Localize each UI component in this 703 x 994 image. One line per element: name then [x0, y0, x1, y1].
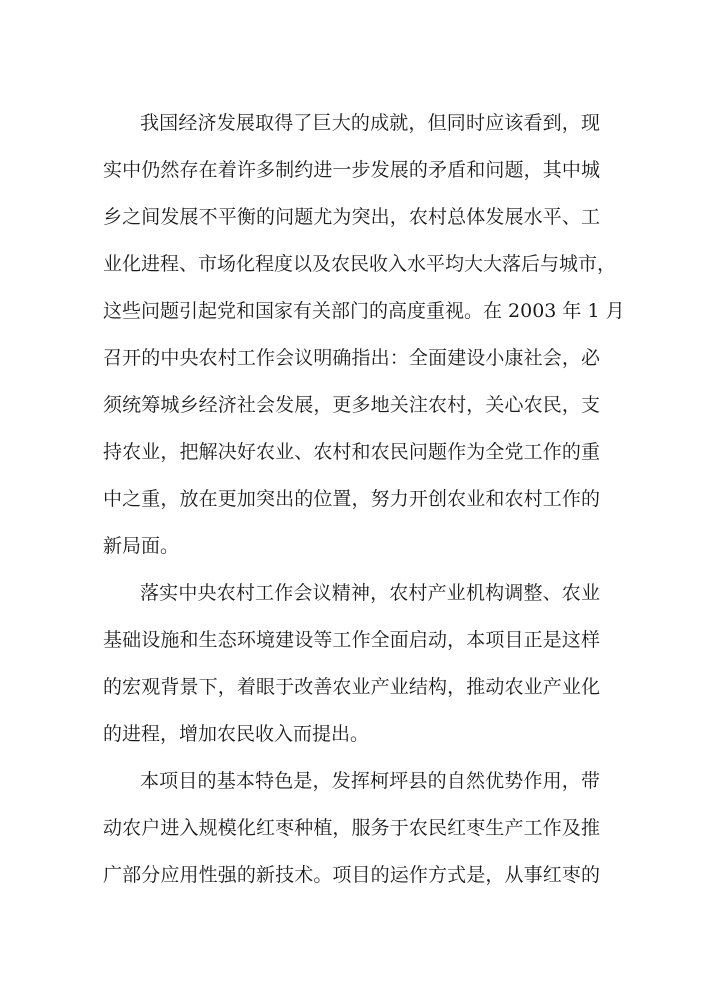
paragraph-1-line-7: 须统筹城乡经济社会发展，更多地关注农村，关心农民，支: [103, 394, 600, 416]
paragraph-2-line-1: 落实中央农村工作会议精神，农村产业机构调整、农业: [140, 582, 600, 604]
paragraph-3-line-3: 广部分应用性强的新技术。项目的运作方式是，从事红枣的: [103, 864, 600, 886]
paragraph-1-line-3: 乡之间发展不平衡的问题尤为突出，农村总体发展水平、工: [103, 206, 600, 228]
paragraph-1-line-10: 新局面。: [103, 535, 180, 557]
paragraph-1-line-4: 业化进程、市场化程度以及农民收入水平均大大落后与城市，: [103, 253, 617, 275]
paragraph-1-line-1: 我国经济发展取得了巨大的成就，但同时应该看到，现: [140, 112, 600, 134]
paragraph-1-line-8: 持农业，把解决好农业、农村和农民问题作为全党工作的重: [103, 441, 600, 463]
paragraph-1-line-5: 这些问题引起党和国家有关部门的高度重视。在 2003 年 1 月: [103, 300, 625, 322]
paragraph-1-line-9: 中之重，放在更加突出的位置，努力开创农业和农村工作的: [103, 488, 600, 510]
paragraph-1-line-2: 实中仍然存在着许多制约进一步发展的矛盾和问题，其中城: [103, 159, 600, 181]
paragraph-2-line-2: 基础设施和生态环境建设等工作全面启动，本项目正是这样: [103, 629, 600, 651]
paragraph-1-line-6: 召开的中央农村工作会议明确指出：全面建设小康社会，必: [103, 347, 600, 369]
paragraph-3-line-2: 动农户进入规模化红枣种植，服务于农民红枣生产工作及推: [103, 817, 600, 839]
paragraph-3-line-1: 本项目的基本特色是，发挥柯坪县的自然优势作用，带: [140, 770, 600, 792]
paragraph-2-line-3: 的宏观背景下，着眼于改善农业产业结构，推动农业产业化: [103, 676, 600, 698]
paragraph-2-line-4: 的进程，增加农民收入而提出。: [103, 723, 370, 745]
